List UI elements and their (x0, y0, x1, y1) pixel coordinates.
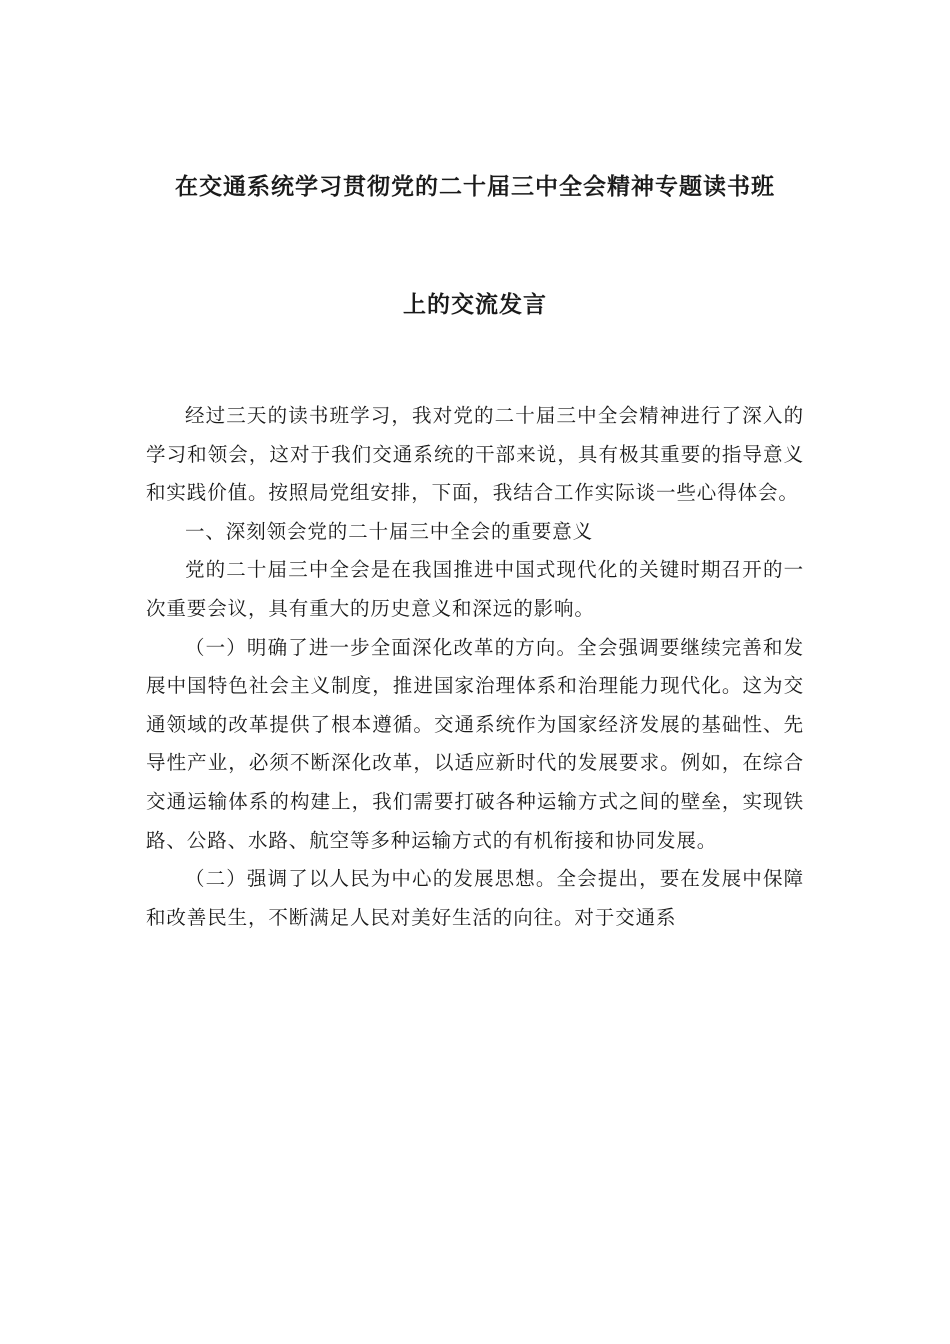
paragraph-intro: 经过三天的读书班学习，我对党的二十届三中全会精神进行了深入的学习和领会，这对于我们交通系统的干部来说，具有极其重要的指导意义和实践价值。按照局党组安排，下面，我结合工作实际谈一些心得体会。 (146, 404, 804, 505)
paragraph-significance: 党的二十届三中全会是在我国推进中国式现代化的关键时期召开的一次重要会议，具有重大的历史意义和深远的影响。 (146, 558, 804, 620)
document-title-line-2: 上的交流发言 (403, 292, 547, 318)
document-title-line-1: 在交通系统学习贯彻党的二十届三中全会精神专题读书班 (175, 174, 775, 200)
paragraph-point-1: （一）明确了进一步全面深化改革的方向。全会强调要继续完善和发展中国特色社会主义制度，推进国家治理体系和治理能力现代化。这为交通领域的改革提供了根本遵循。交通系统作为国家经济发展的基础性、先导性产业，必须不断深化改革，以适应新时代的发展要求。例如，在综合交通运输体系的构建上，我们需要打破各种运输方式之间的壁垒，实现铁路、公路、水路、航空等多种运输方式的有机衔接和协同发展。 (146, 635, 804, 852)
document-body (146, 397, 804, 937)
section-heading-1: 一、深刻领会党的二十届三中全会的重要意义 (185, 519, 594, 543)
paragraph-point-2: （二）强调了以人民为中心的发展思想。全会提出，要在发展中保障和改善民生，不断满足人民对美好生活的向往。对于交通系 (146, 867, 804, 929)
